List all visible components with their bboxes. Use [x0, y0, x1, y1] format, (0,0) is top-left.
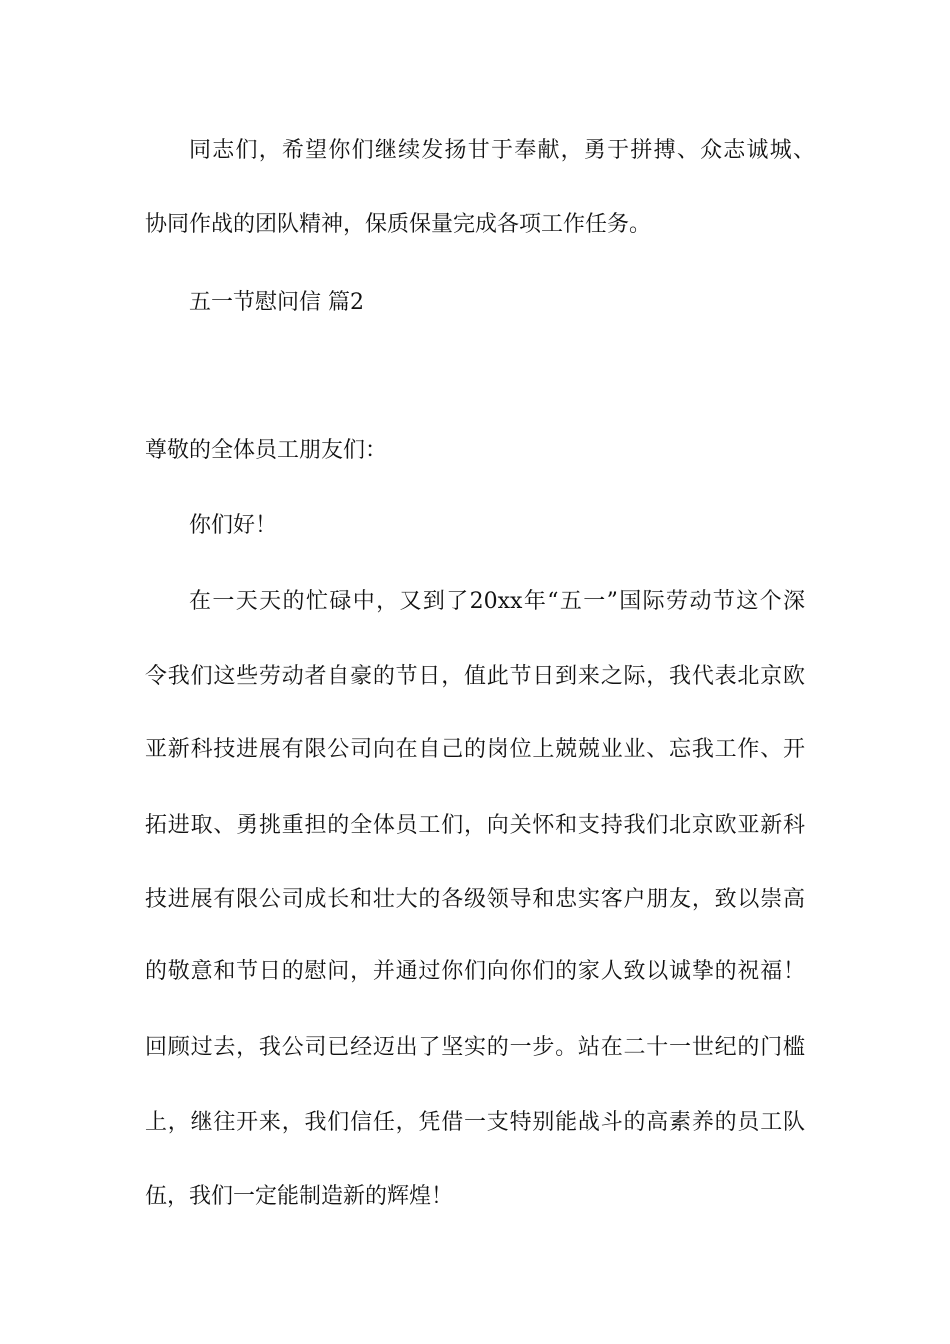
salutation: 尊敬的全体员工朋友们： — [145, 438, 388, 463]
paragraph-line: 同志们，希望你们继续发扬甘于奉献，勇于拼搏、众志诚城、 — [189, 138, 815, 163]
greeting: 你们好！ — [189, 513, 278, 538]
paragraph-line: 技进展有限公司成长和壮大的各级领导和忠实客户朋友，致以崇高 — [145, 887, 805, 912]
paragraph-line: 回顾过去，我公司已经迈出了坚实的一步。站在二十一世纪的门槛 — [145, 1035, 805, 1060]
section-heading: 五一节慰问信 篇2 — [189, 290, 364, 315]
paragraph-line: 协同作战的团队精神，保质保量完成各项工作任务。 — [145, 212, 652, 237]
paragraph-line: 的敬意和节日的慰问，并通过你们向你们的家人致以诚挚的祝福！ — [145, 959, 805, 984]
paragraph-line: 在一天天的忙碌中，又到了20xx年“五一”国际劳动节这个深 — [189, 589, 805, 614]
paragraph-line: 令我们这些劳动者自豪的节日，值此节日到来之际，我代表北京欧 — [145, 664, 805, 689]
paragraph-line: 伍，我们一定能制造新的辉煌！ — [145, 1184, 454, 1209]
paragraph-line: 拓进取、勇挑重担的全体员工们，向关怀和支持我们北京欧亚新科 — [145, 813, 805, 838]
paragraph-line: 亚新科技进展有限公司向在自己的岗位上兢兢业业、忘我工作、开 — [145, 737, 805, 762]
paragraph-line: 上，继往开来，我们信任，凭借一支特别能战斗的高素养的员工队 — [145, 1110, 805, 1135]
